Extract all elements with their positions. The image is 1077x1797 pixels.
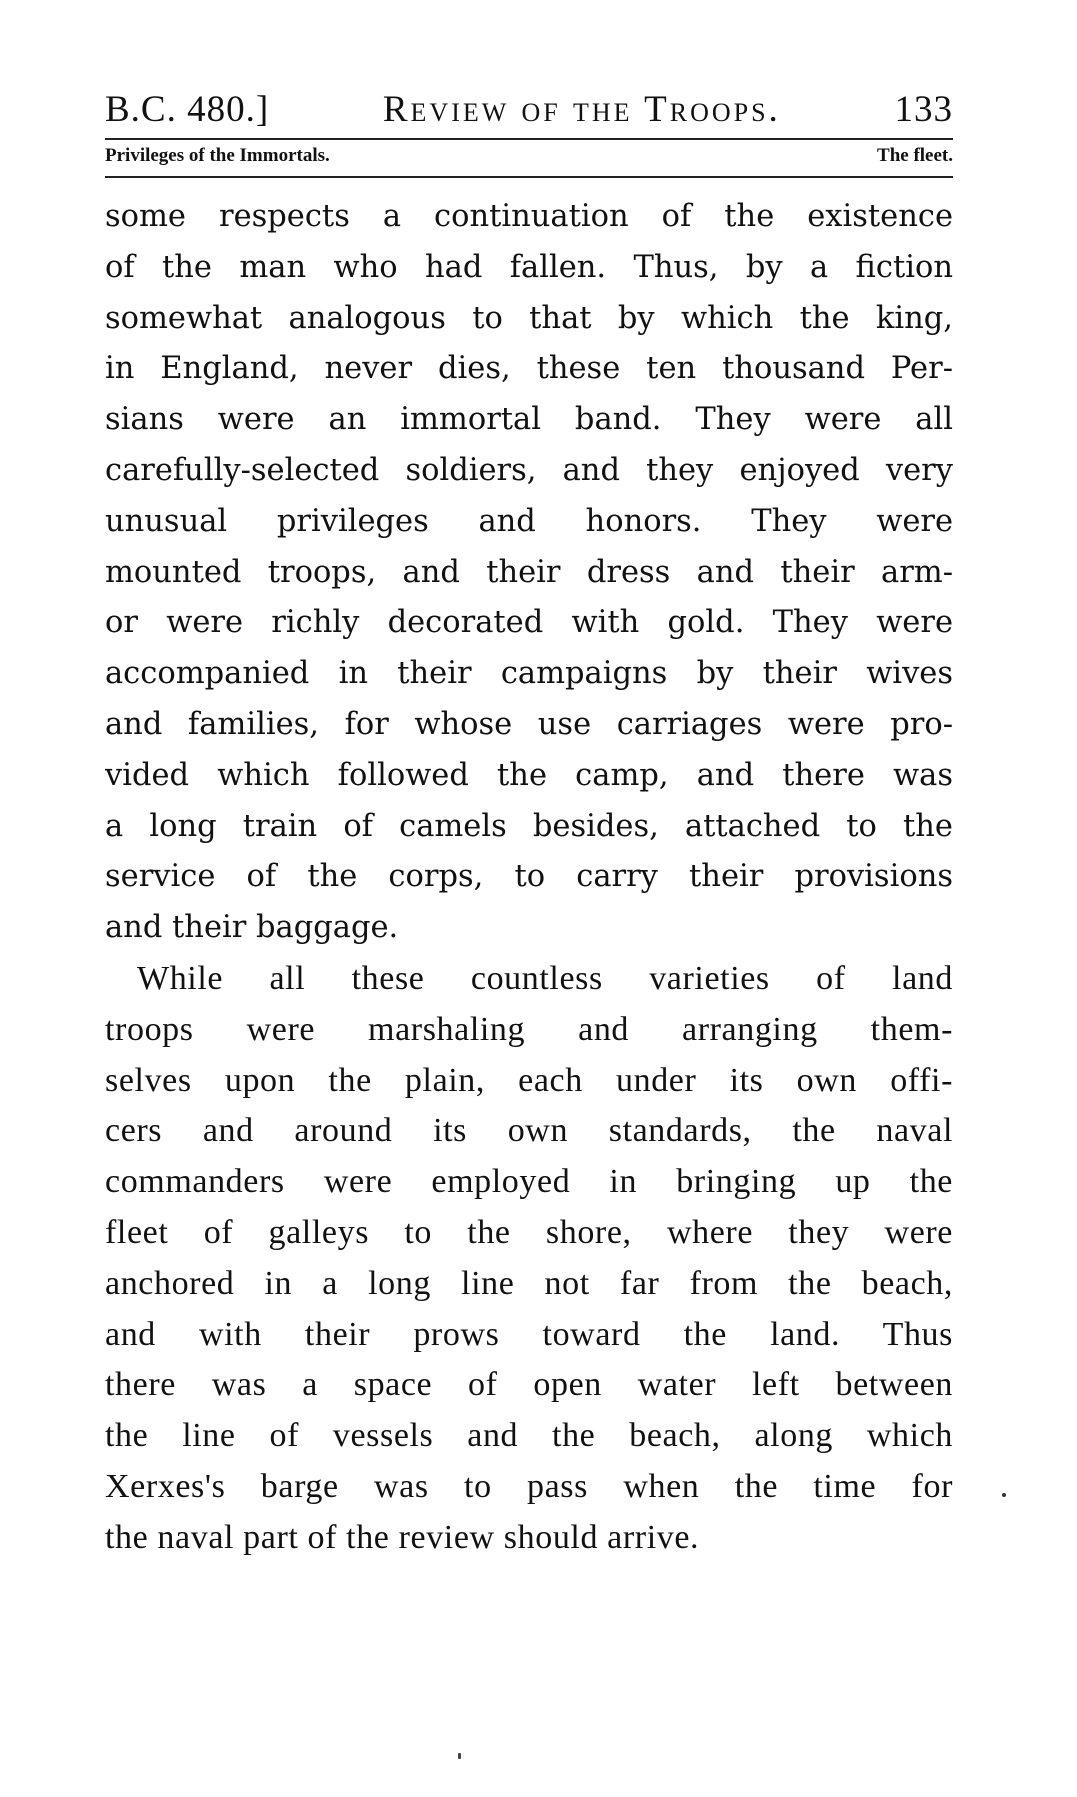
ink-speck <box>458 1753 461 1759</box>
text-line: cers and around its own standards, the naval <box>105 1112 953 1150</box>
running-head <box>105 88 953 134</box>
text-line: selves upon the plain, each under its own offi- <box>105 1061 953 1099</box>
text-line: of the man who had fallen. Thus, by a fiction <box>105 249 953 285</box>
text-line: vided which followed the camp, and there was <box>105 757 953 793</box>
text-line: carefully-selected soldiers, and they enjoyed very <box>105 452 953 488</box>
text-line: Xerxes's barge was to pass when the time for <box>105 1467 953 1505</box>
text-line: somewhat analogous to that by which the king, <box>105 300 953 336</box>
paragraph-2 <box>105 954 953 1564</box>
text-line: troops were marshaling and arranging them- <box>105 1010 953 1048</box>
header-date: B.C. 480.] <box>105 89 270 130</box>
text-line: the naval part of the review should arrive. <box>105 1518 700 1556</box>
text-line: mounted troops, and their dress and their arm- <box>105 554 953 590</box>
text-line: fleet of galleys to the shore, where they were <box>105 1213 953 1251</box>
page-number: 133 <box>894 89 953 130</box>
text-line: a long train of camels besides, attached to the <box>105 808 953 844</box>
text-line: While all these countless varieties of land <box>137 959 953 997</box>
text-line: the line of vessels and the beach, along which <box>105 1417 953 1455</box>
subheader-right: The fleet. <box>877 145 953 166</box>
text-line: sians were an immortal band. They were all <box>105 402 953 438</box>
header-title: Review of the Troops. <box>382 89 781 130</box>
text-line: there was a space of open water left between <box>105 1366 953 1404</box>
ink-speck <box>1002 1493 1006 1497</box>
text-line: service of the corps, to carry their provisions <box>105 859 953 895</box>
text-line: or were richly decorated with gold. They were <box>105 605 953 641</box>
text-line: anchored in a long line not far from the beach, <box>105 1264 953 1302</box>
paragraph-1 <box>105 192 953 954</box>
subheader <box>105 140 953 170</box>
subheader-rule <box>105 176 953 178</box>
text-line: in England, never dies, these ten thousand Per- <box>105 351 953 387</box>
text-line: commanders were employed in bringing up the <box>105 1163 953 1201</box>
text-line: and their baggage. <box>105 910 399 946</box>
book-page <box>105 88 953 1564</box>
text-line: and with their prows toward the land. Thus <box>105 1315 953 1353</box>
text-line: unusual privileges and honors. They were <box>105 503 953 539</box>
body-text <box>105 192 953 1564</box>
text-line: and families, for whose use carriages were pro- <box>105 706 953 742</box>
text-line: accompanied in their campaigns by their wives <box>105 656 953 692</box>
subheader-left: Privileges of the Immortals. <box>105 145 330 166</box>
text-line: some respects a continuation of the existence <box>105 199 953 234</box>
